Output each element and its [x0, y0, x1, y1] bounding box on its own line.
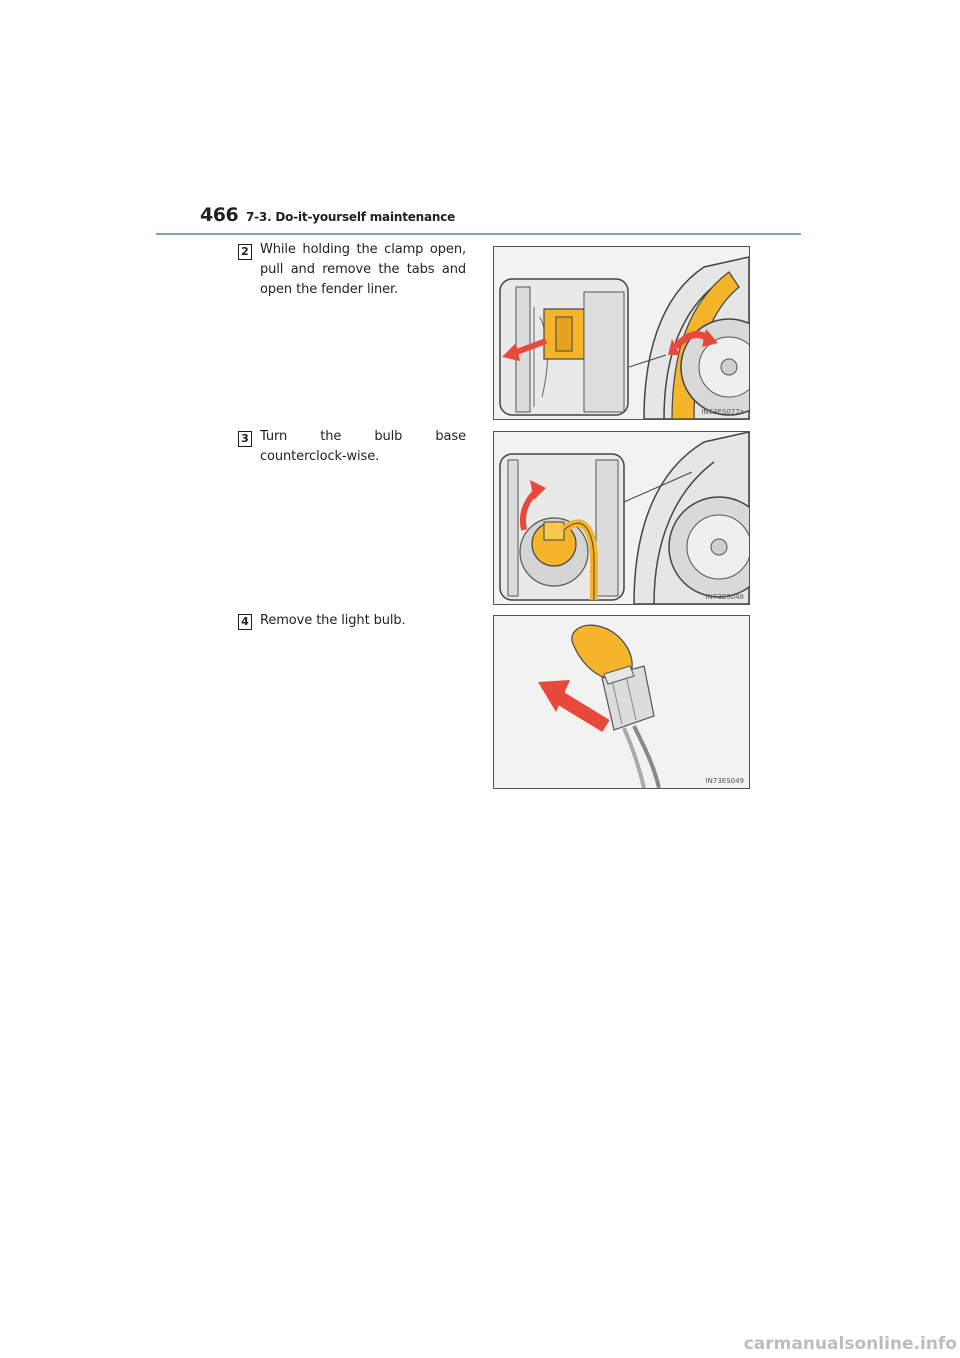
- step-illustration-bulb-base: [493, 431, 750, 605]
- step-number-badge: 4: [238, 614, 252, 630]
- step-number-badge: 3: [238, 431, 252, 447]
- step-instruction: Turn the bulb base counterclock-wise.: [260, 429, 466, 464]
- header-rule: [156, 233, 801, 235]
- figure-code: IN73ES049: [705, 777, 744, 785]
- step-number-badge: 2: [238, 244, 252, 260]
- step-instruction: While holding the clamp open, pull and remove the tabs and open the fender liner.: [260, 242, 466, 297]
- fender-liner-illustration: [494, 247, 749, 419]
- figure-code: IN63ES077a: [701, 408, 744, 416]
- figure-code: IN73ES048: [705, 593, 744, 601]
- light-bulb-illustration: [494, 616, 749, 788]
- step-instruction: Remove the light bulb.: [260, 613, 406, 628]
- watermark: carmanualsonline.info: [743, 1334, 957, 1354]
- bulb-base-illustration: [494, 432, 749, 604]
- section-title: 7-3. Do-it-yourself maintenance: [246, 210, 456, 224]
- step-illustration-fender-liner: [493, 246, 750, 420]
- page-number: 466: [200, 204, 239, 226]
- step-illustration-light-bulb: [493, 615, 750, 789]
